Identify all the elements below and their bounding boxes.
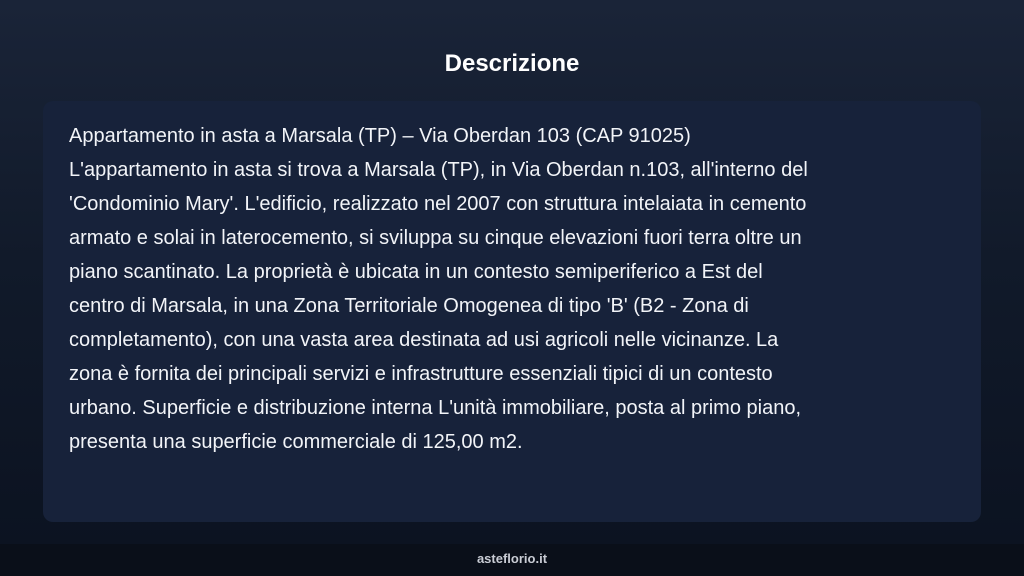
description-line: 'Condominio Mary'. L'edificio, realizzato nel 2007 con struttura intelaiata in cemento bbox=[69, 193, 807, 215]
footer bbox=[0, 544, 1024, 576]
description-line: presenta una superficie commerciale di 125,00 m2. bbox=[69, 431, 523, 453]
description-line: completamento), con una vasta area destinata ad usi agricoli nelle vicinanze. La bbox=[69, 329, 779, 351]
description-line: armato e solai in laterocemento, si sviluppa su cinque elevazioni fuori terra oltre un bbox=[69, 227, 802, 249]
description-line: zona è fornita dei principali servizi e infrastrutture essenziali tipici di un contesto bbox=[69, 363, 773, 385]
description-line: L'appartamento in asta si trova a Marsala (TP), in Via Oberdan n.103, all'interno del bbox=[69, 159, 808, 181]
description-line: Appartamento in asta a Marsala (TP) – Via Oberdan 103 (CAP 91025) bbox=[69, 125, 691, 147]
description-line: piano scantinato. La proprietà è ubicata in un contesto semiperiferico a Est del bbox=[69, 261, 763, 283]
description-line: urbano. Superficie e distribuzione interna L'unità immobiliare, posta al primo piano, bbox=[69, 397, 802, 419]
footer-site-name: asteflorio.it bbox=[476, 551, 548, 566]
description-text bbox=[69, 119, 955, 459]
description-line: centro di Marsala, in una Zona Territoriale Omogenea di tipo 'B' (B2 - Zona di bbox=[69, 295, 749, 317]
description-card bbox=[43, 101, 981, 522]
page-title: Descrizione bbox=[444, 50, 580, 77]
